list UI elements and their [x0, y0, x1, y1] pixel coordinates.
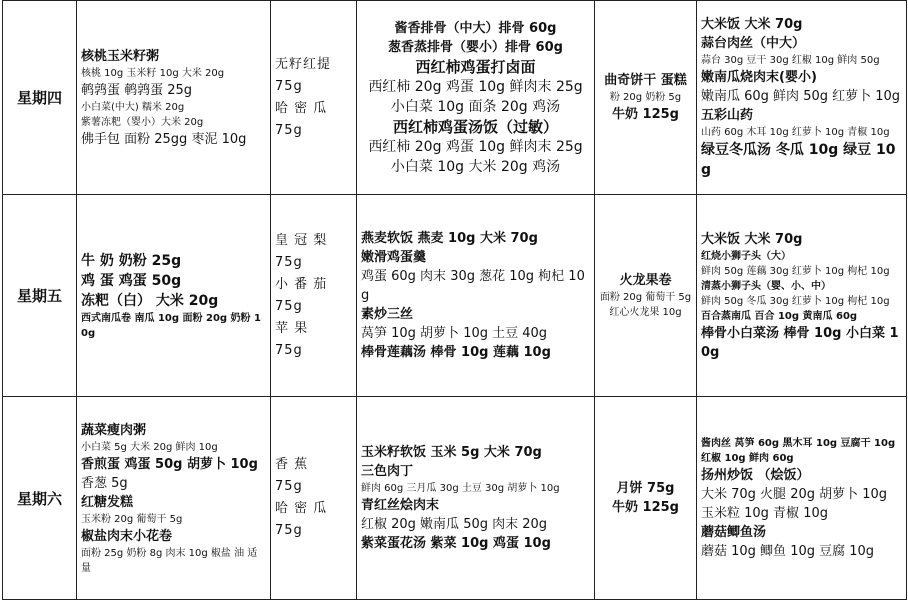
snack-line: 火龙果卷 — [619, 273, 672, 288]
dinner-line: 蒜台肉丝（中大） — [701, 36, 806, 51]
lunch-line: 莴笋 10g 胡萝卜 10g 土豆 40g — [361, 326, 548, 341]
breakfast-line: 西式南瓜卷 南瓜 10g 面粉 20g 奶粉 10g — [81, 312, 261, 339]
dinner-cell — [697, 1, 907, 195]
breakfast-line: 鸡 蛋 鸡蛋 50g — [81, 272, 182, 289]
snack-cell — [595, 195, 697, 397]
breakfast-line: 佛手包 面粉 25gg 枣泥 10g — [81, 131, 247, 147]
day-label: 星期六 — [16, 489, 62, 508]
breakfast-cell — [77, 397, 271, 600]
snack-line: 粉 20g 奶粉 5g — [609, 92, 682, 103]
lunch-line: 嫩滑鸡蛋羹 — [361, 250, 427, 265]
lunch-line: 酱香排骨（中大）排骨 60g — [394, 20, 557, 36]
snack-cell — [595, 1, 697, 195]
snack-line: 曲奇饼干 蛋糕 — [604, 73, 687, 88]
lunch-cell — [357, 1, 595, 195]
fruit-cell — [271, 397, 357, 600]
dinner-line: 绿豆冬瓜汤 冬瓜 10g 绿豆 10g — [701, 142, 896, 178]
menu-row — [3, 397, 907, 600]
fruit-cell — [271, 195, 357, 397]
weekly-menu-table — [2, 0, 907, 600]
dinner-line: 酱肉丝 莴笋 60g 黑木耳 10g 豆腐干 10g 红椒 10g 鲜肉 60g — [701, 437, 896, 464]
dinner-line: 蘑菇鲫鱼汤 — [701, 524, 767, 540]
lunch-line: 鸡蛋 60g 肉末 30g 葱花 10g 枸杞 10g — [361, 269, 585, 303]
snack-line: 牛奶 125g — [612, 500, 679, 515]
breakfast-line: 面粉 25g 奶粉 8g 肉末 10g 椒盐 油 适量 — [81, 547, 258, 574]
day-cell — [3, 397, 77, 600]
menu-row — [3, 1, 907, 195]
lunch-line: 葱香蒸排骨（婴小）排骨 60g — [388, 39, 563, 55]
lunch-line: 玉米籽软饭 玉米 5g 大米 70g — [361, 445, 542, 460]
dinner-line: 五彩山药 — [701, 108, 754, 123]
fruit-line: 75g — [275, 523, 303, 538]
dinner-line: 百合蒸南瓜 百合 10g 黄南瓜 60g — [701, 310, 858, 322]
fruit-line: 75g — [275, 254, 303, 270]
snack-line: 牛奶 125g — [612, 107, 679, 122]
fruit-line: 香 蕉 — [275, 457, 309, 472]
dinner-line: 大米 70g 火腿 20g 胡萝卜 10g 玉米粒 10g 青椒 10g — [701, 486, 888, 521]
lunch-line: 西红柿 20g 鸡蛋 10g 鲜肉末 25g 小白菜 10g 大米 20g 鸡汤 — [368, 138, 583, 175]
lunch-line: 燕麦软饭 燕麦 10g 大米 70g — [361, 231, 538, 246]
dinner-line: 清蒸小狮子头（婴、小、中） — [701, 280, 831, 292]
dinner-line: 扬州炒饭 （烩饭） — [701, 467, 810, 483]
dinner-cell — [697, 195, 907, 397]
menu-row — [3, 195, 907, 397]
day-label: 星期五 — [16, 287, 62, 305]
dinner-line: 山药 60g 木耳 10g 红萝卜 10g 青椒 10g — [701, 127, 890, 138]
lunch-line: 紫菜蛋花汤 紫菜 10g 鸡蛋 10g — [361, 536, 551, 551]
lunch-line: 鲜肉 60g 三月瓜 30g 土豆 30g 胡萝卜 10g — [361, 483, 560, 494]
dinner-line: 嫩南瓜烧肉末(婴小) — [701, 70, 817, 85]
fruit-line: 75g — [275, 298, 303, 314]
day-label: 星期四 — [16, 89, 62, 107]
dinner-line: 蒜台 30g 豆干 30g 红椒 10g 鲜肉 50g — [701, 55, 880, 66]
lunch-line: 三色肉丁 — [361, 464, 414, 479]
dinner-line: 嫩南瓜 60g 鲜肉 50g 红萝卜 10g — [701, 89, 901, 104]
breakfast-line: 冻粑（白） 大米 20g — [81, 292, 219, 309]
lunch-line: 素炒三丝 — [361, 307, 414, 322]
fruit-line: 苹 果 — [275, 320, 309, 336]
dinner-line: 大米饭 大米 70g — [701, 231, 803, 247]
lunch-cell — [357, 397, 595, 600]
snack-cell — [595, 397, 697, 600]
breakfast-cell — [77, 195, 271, 397]
fruit-line: 无籽红提 — [275, 56, 332, 72]
dinner-cell — [697, 397, 907, 600]
breakfast-line: 椒盐肉末小花卷 — [81, 528, 173, 544]
fruit-cell — [271, 1, 357, 195]
fruit-line: 小 番 茄 — [275, 276, 328, 292]
day-cell — [3, 1, 77, 195]
menu-table-body — [3, 1, 907, 600]
lunch-line: 棒骨莲藕汤 棒骨 10g 莲藕 10g — [361, 345, 551, 360]
lunch-line: 红椒 20g 嫩南瓜 50g 肉末 20g — [361, 517, 548, 532]
breakfast-line: 核桃玉米籽粥 — [81, 48, 160, 64]
day-cell — [3, 195, 77, 397]
fruit-line: 75g — [275, 122, 303, 138]
fruit-line: 75g — [275, 78, 303, 94]
breakfast-line: 蔬菜瘦肉粥 — [81, 422, 147, 438]
fruit-line: 哈 密 瓜 — [275, 100, 328, 116]
lunch-line: 西红柿 20g 鸡蛋 10g 鲜肉末 25g 小白菜 10g 面条 20g 鸡汤 — [368, 78, 583, 115]
breakfast-line: 牛 奶 奶粉 25g — [81, 252, 182, 269]
lunch-cell — [357, 195, 595, 397]
snack-line: 面粉 20g 葡萄干 5g — [599, 292, 692, 303]
breakfast-line: 核桃 10g 玉米籽 10g 大米 20g — [81, 67, 225, 79]
breakfast-line: 香煎蛋 鸡蛋 50g 胡萝卜 10g — [81, 456, 258, 472]
breakfast-line: 紫薯冻粑（婴小）大米 20g — [81, 116, 204, 128]
breakfast-line: 香葱 5g — [81, 475, 128, 491]
snack-line: 月饼 75g — [616, 481, 675, 496]
breakfast-cell — [77, 1, 271, 195]
lunch-line: 青红丝烩肉末 — [361, 498, 440, 513]
fruit-line: 75g — [275, 342, 303, 358]
dinner-line: 鲜肉 50g 莲藕 30g 红萝卜 10g 枸杞 10g — [701, 265, 890, 277]
lunch-line: 西红柿鸡蛋汤饭（过敏） — [392, 117, 558, 136]
breakfast-line: 小白菜(中大) 糯米 20g — [81, 101, 185, 113]
dinner-line: 大米饭 大米 70g — [701, 17, 803, 32]
breakfast-line: 鹌鹑蛋 鹌鹑蛋 25g — [81, 82, 193, 98]
dinner-line: 棒骨小白菜汤 棒骨 10g 小白菜 10g — [701, 325, 899, 360]
dinner-line: 鲜肉 50g 冬瓜 30g 红萝卜 10g 枸杞 10g — [701, 295, 890, 307]
dinner-line: 蘑菇 10g 鲫鱼 10g 豆腐 10g — [701, 543, 875, 559]
breakfast-line: 红糖发糕 — [81, 494, 134, 510]
fruit-line: 哈 密 瓜 — [275, 501, 328, 516]
breakfast-line: 小白菜 5g 大米 20g 鲜肉 10g — [81, 441, 218, 453]
fruit-line: 75g — [275, 479, 303, 494]
breakfast-line: 玉米粉 20g 葡萄干 5g — [81, 513, 183, 525]
dinner-line: 红烧小狮子头（大） — [701, 250, 791, 262]
fruit-line: 皇 冠 梨 — [275, 232, 328, 248]
lunch-line: 西红柿鸡蛋打卤面 — [415, 57, 536, 76]
snack-line: 红心火龙果 10g — [609, 307, 682, 318]
